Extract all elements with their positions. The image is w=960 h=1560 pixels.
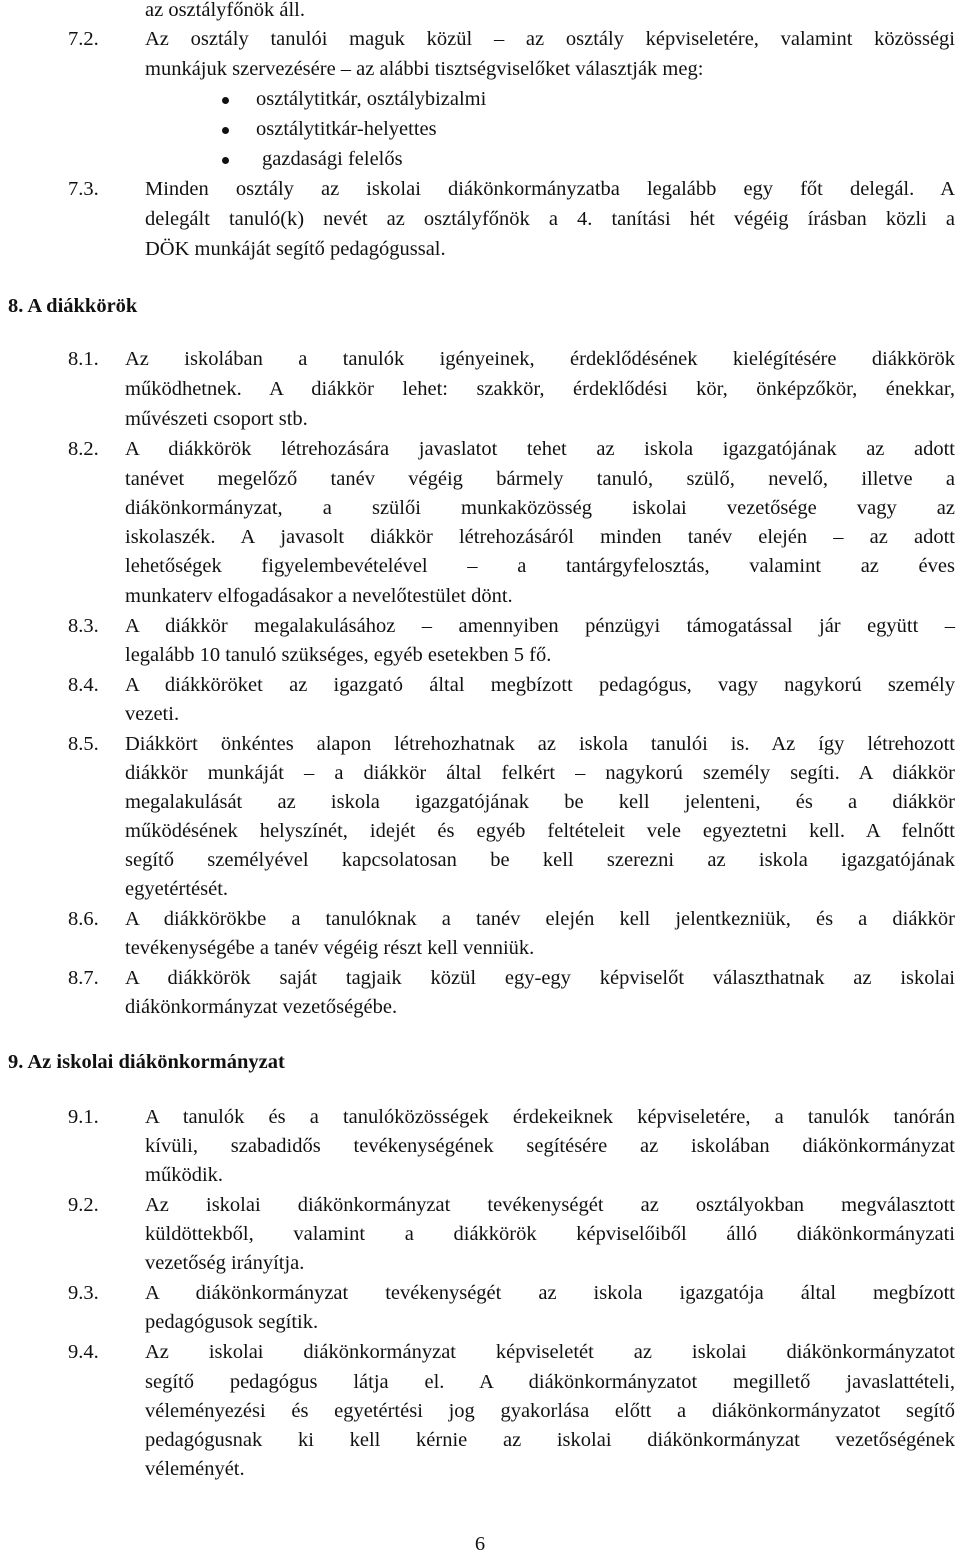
- section-heading: 8. A diákkörök: [8, 295, 138, 317]
- text-line: A diákkörök saját tagjaik közül egy-egy képviselőt választhatnak az iskolai: [125, 967, 955, 989]
- section-number: 8.5.: [68, 733, 99, 755]
- list-item: osztálytitkár, osztálybizalmi: [256, 88, 487, 110]
- text-line: Minden osztály az iskolai diákönkormányzatba legalább egy főt delegál. A: [145, 178, 955, 200]
- text-line: A tanulók és a tanulóközösségek érdekeiknek képviseletére, a tanulók tanórán: [145, 1106, 955, 1128]
- section-number: 8.3.: [68, 615, 99, 637]
- section-number: 9.3.: [68, 1282, 99, 1304]
- section-number: 9.4.: [68, 1341, 99, 1363]
- text-line: A diákkör megalakulásához – amennyiben pénzügyi támogatással jár együtt –: [125, 615, 955, 637]
- text-line: pedagógusnak ki kell kérnie az iskolai diákönkormányzat vezetőségének: [145, 1429, 955, 1451]
- section-number: 8.1.: [68, 348, 99, 370]
- section-number: 7.3.: [68, 178, 99, 200]
- bullet-icon: [222, 97, 229, 104]
- text-line: tanévet megelőző tanév végéig bármely tanuló, szülő, nevelő, illetve a: [125, 468, 955, 490]
- text-line: iskolaszék. A javasolt diákkör létrehozásáról minden tanév elején – az adott: [125, 526, 955, 548]
- text-line: munkájuk szervezésére – az alábbi tisztségviselőket választják meg:: [145, 58, 704, 80]
- text-line: A diákköröket az igazgató által megbízott pedagógus, vagy nagykorú személy: [125, 674, 955, 696]
- text-line: diákönkormányzat, a szülői munkaközösség iskolai vezetősége vagy az: [125, 497, 955, 519]
- text-line: A diákkörökbe a tanulóknak a tanév elején kell jelentkezniük, és a diákkör: [125, 908, 955, 930]
- text-line: segítő pedagógus látja el. A diákönkormányzatot megillető javaslattételi,: [145, 1371, 955, 1393]
- text-line: vezetőség irányítja.: [145, 1252, 305, 1274]
- text-line: munkaterv elfogadásakor a nevelőtestület dönt.: [125, 585, 513, 607]
- section-number: 7.2.: [68, 28, 99, 50]
- section-number: 9.1.: [68, 1106, 99, 1128]
- text-line: működésének helyszínét, idejét és egyéb feltételeit vele egyeztetni kell. A felnőtt: [125, 820, 955, 842]
- text-line: pedagógusok segítik.: [145, 1311, 319, 1333]
- section-heading: 9. Az iskolai diákönkormányzat: [8, 1051, 285, 1073]
- text-line: DÖK munkáját segítő pedagógussal.: [145, 238, 446, 260]
- text-line: diákönkormányzat vezetőségébe.: [125, 996, 398, 1018]
- section-number: 8.2.: [68, 438, 99, 460]
- text-line: működhetnek. A diákkör lehet: szakkör, érdeklődési kör, önképzőkör, énekkar,: [125, 378, 955, 400]
- section-number: 9.2.: [68, 1194, 99, 1216]
- text-line: megalakulását az iskola igazgatójának be kell jelenteni, és a diákkör: [125, 791, 955, 813]
- text-line: küldöttekből, valamint a diákkörök képviselőiből álló diákönkormányzati: [145, 1223, 955, 1245]
- text-line: működik.: [145, 1164, 224, 1186]
- text-line: A diákönkormányzat tevékenységét az iskola igazgatója által megbízott: [145, 1282, 955, 1304]
- text-line: az osztályfőnök áll.: [145, 0, 305, 21]
- text-line: véleményét.: [145, 1458, 245, 1480]
- text-line: Az osztály tanulói maguk közül – az osztály képviseletére, valamint közösségi: [145, 28, 955, 50]
- text-line: delegált tanuló(k) nevét az osztályfőnök a 4. tanítási hét végéig írásban közli a: [145, 208, 955, 230]
- bullet-icon: [222, 157, 229, 164]
- text-line: Az iskolai diákönkormányzat képviseletét az iskolai diákönkormányzatot: [145, 1341, 955, 1363]
- section-number: 8.4.: [68, 674, 99, 696]
- text-line: diákkör munkáját – a diákkör által felkért – nagykorú személy segíti. A diákkör: [125, 762, 955, 784]
- section-number: 8.6.: [68, 908, 99, 930]
- text-line: kívüli, szabadidős tevékenységének segítésére az iskolában diákönkormányzat: [145, 1135, 955, 1157]
- text-line: művészeti csoport stb.: [125, 408, 308, 430]
- text-line: A diákkörök létrehozására javaslatot tehet az iskola igazgatójának az adott: [125, 438, 955, 460]
- text-line: lehetőségek figyelembevételével – a tantárgyfelosztás, valamint az éves: [125, 555, 955, 577]
- text-line: segítő személyével kapcsolatosan be kell szerezni az iskola igazgatójának: [125, 849, 955, 871]
- bullet-icon: [222, 127, 229, 134]
- text-line: Az iskolában a tanulók igényeinek, érdeklődésének kielégítésére diákkörök: [125, 348, 955, 370]
- list-item: gazdasági felelős: [262, 148, 403, 170]
- text-line: vezeti.: [125, 703, 180, 725]
- page-number: 6: [474, 1533, 486, 1555]
- list-item: osztálytitkár-helyettes: [256, 118, 437, 140]
- text-line: egyetértését.: [125, 878, 229, 900]
- text-line: tevékenységébe a tanév végéig részt kell venniük.: [125, 937, 535, 959]
- text-line: Diákkört önkéntes alapon létrehozhatnak az iskola tanulói is. Az így létrehozott: [125, 733, 955, 755]
- text-line: véleményezési és egyetértési jog gyakorlása előtt a diákönkormányzatot segítő: [145, 1400, 955, 1422]
- section-number: 8.7.: [68, 967, 99, 989]
- text-line: legalább 10 tanuló szükséges, egyéb esetekben 5 fő.: [125, 644, 552, 666]
- text-line: Az iskolai diákönkormányzat tevékenységét az osztályokban megválasztott: [145, 1194, 955, 1216]
